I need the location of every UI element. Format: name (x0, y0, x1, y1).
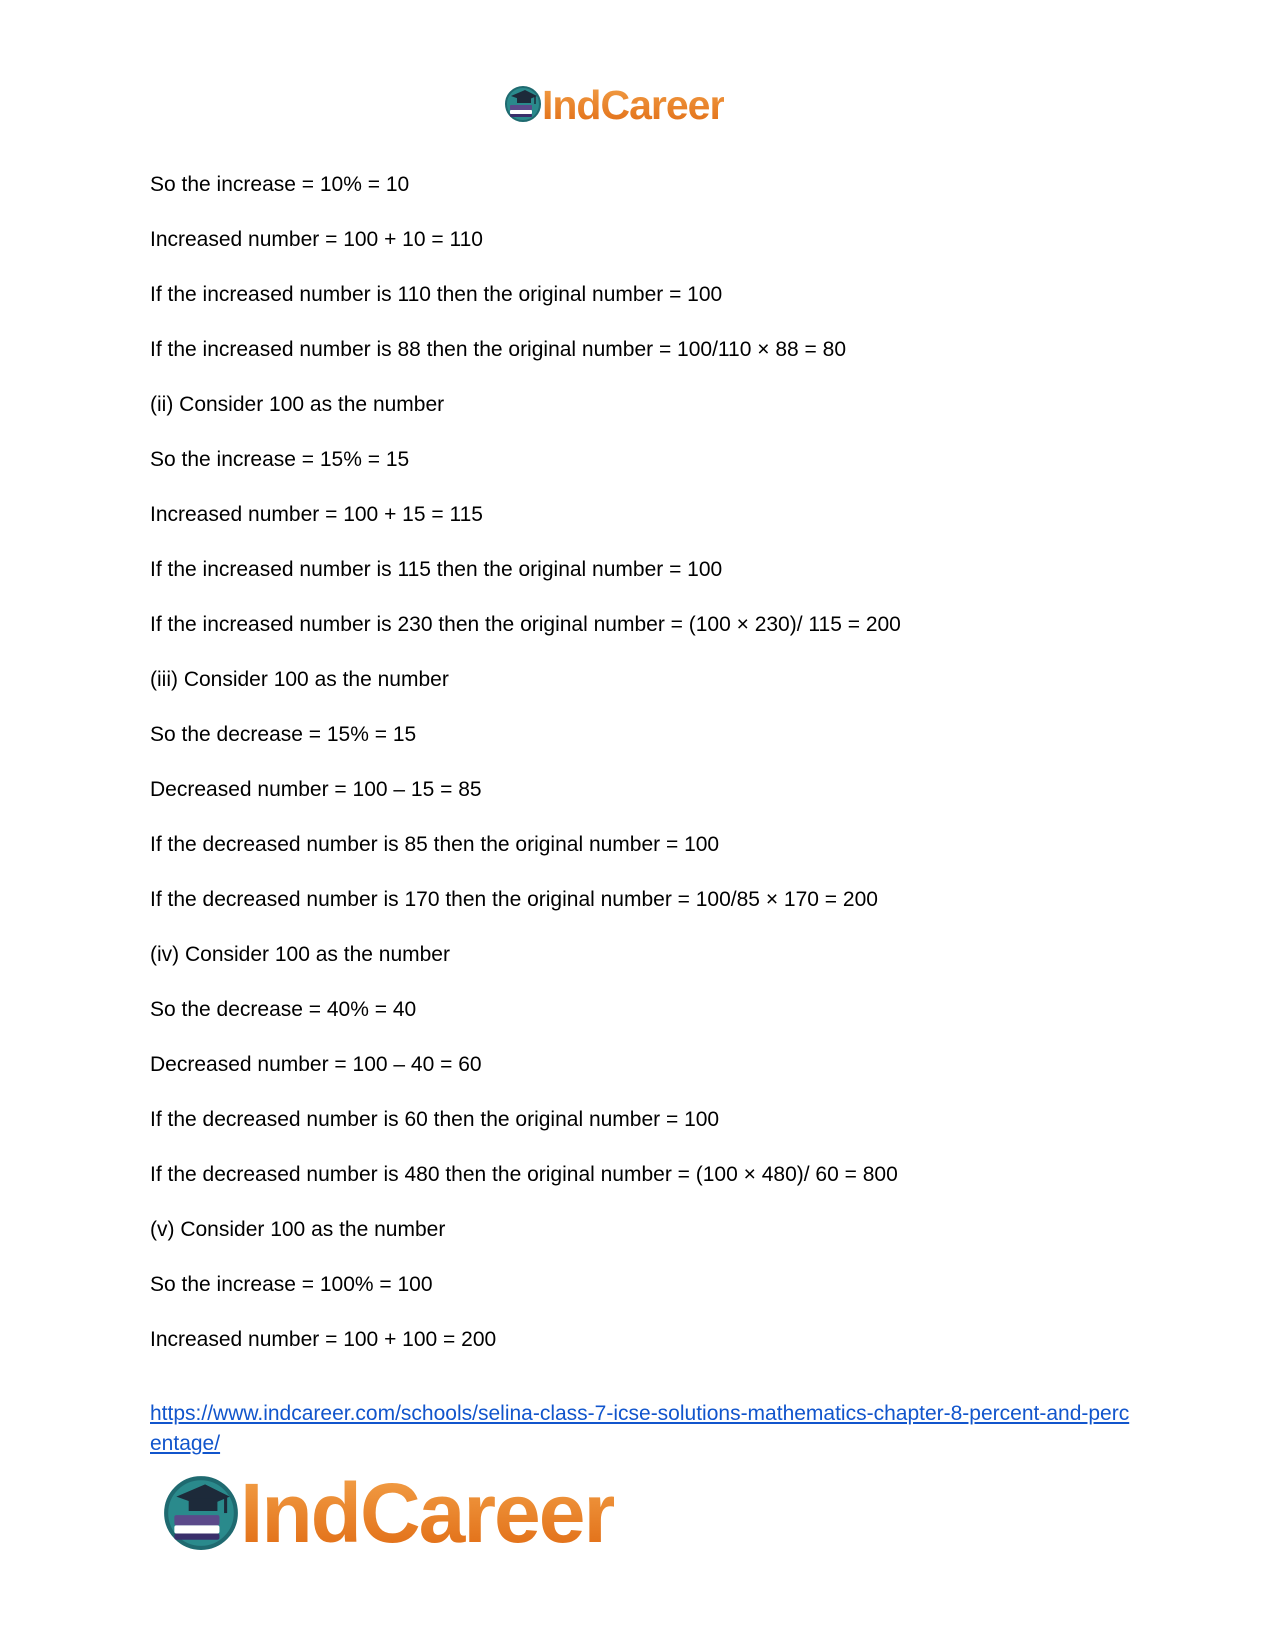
solution-line: If the increased number is 88 then the original number = 100/110 × 88 = 80 (150, 338, 846, 361)
header-logo (503, 80, 724, 130)
footer-logo (160, 1468, 614, 1558)
header-logo-text: IndCareer (542, 82, 725, 128)
solution-content (150, 172, 1130, 1382)
solution-line: If the decreased number is 60 then the original number = 100 (150, 1108, 720, 1131)
solution-line: If the decreased number is 85 then the original number = 100 (150, 833, 720, 856)
graduation-book-icon (503, 83, 543, 128)
solution-line: Increased number = 100 + 100 = 200 (150, 1328, 497, 1351)
solution-line: If the increased number is 230 then the original number = (100 × 230)/ 115 = 200 (150, 613, 901, 636)
solution-line: Decreased number = 100 – 40 = 60 (150, 1053, 482, 1076)
solution-line: (ii) Consider 100 as the number (150, 393, 445, 416)
graduation-book-icon (160, 1470, 242, 1557)
solution-line: So the increase = 15% = 15 (150, 448, 410, 471)
solution-line: If the increased number is 110 then the original number = 100 (150, 283, 723, 306)
solution-line: So the increase = 100% = 100 (150, 1273, 433, 1296)
solution-line: So the increase = 10% = 10 (150, 173, 410, 196)
footer-logo-text: IndCareer (240, 1466, 615, 1560)
solution-line: Decreased number = 100 – 15 = 85 (150, 778, 482, 801)
solution-line: Increased number = 100 + 10 = 110 (150, 228, 483, 251)
solution-line: (v) Consider 100 as the number (150, 1218, 446, 1241)
solution-line: If the decreased number is 170 then the original number = 100/85 × 170 = 200 (150, 888, 878, 911)
solution-line: If the increased number is 115 then the original number = 100 (150, 558, 723, 581)
source-link[interactable]: https://www.indcareer.com/schools/selina-class-7-icse-solutions-mathematics-chapter-8-percent-and-percentage/ (150, 1402, 1130, 1455)
solution-line: If the decreased number is 480 then the original number = (100 × 480)/ 60 = 800 (150, 1163, 898, 1186)
solution-line: So the decrease = 40% = 40 (150, 998, 417, 1021)
solution-line: (iii) Consider 100 as the number (150, 668, 449, 691)
solution-line: Increased number = 100 + 15 = 115 (150, 503, 483, 526)
solution-line: (iv) Consider 100 as the number (150, 943, 450, 966)
solution-line: So the decrease = 15% = 15 (150, 723, 417, 746)
